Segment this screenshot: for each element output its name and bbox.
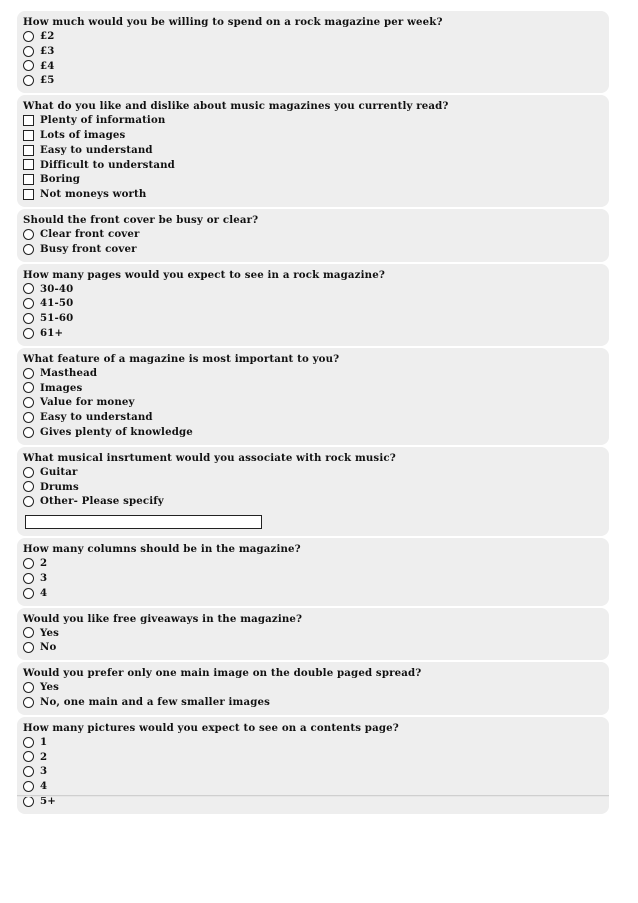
radio-option[interactable]: [23, 425, 603, 440]
question-text: Would you like free giveaways in the magazine?: [23, 612, 303, 625]
question-text: Should the front cover be busy or clear?: [23, 213, 259, 226]
option-label: Not moneys worth: [40, 188, 147, 201]
radio-option[interactable]: [23, 465, 603, 480]
option-label: 51-60: [40, 312, 74, 325]
option-label: £2: [40, 30, 55, 42]
radio-button[interactable]: [23, 382, 34, 393]
radio-button[interactable]: [23, 244, 34, 255]
option-label: Value for money: [40, 396, 135, 409]
question-text: How many pictures would you expect to see on a contents page?: [23, 721, 399, 734]
question-card: [17, 608, 609, 661]
radio-option[interactable]: [23, 750, 603, 765]
radio-button[interactable]: [23, 427, 34, 438]
checkbox[interactable]: [23, 174, 34, 185]
question-text: Would you prefer only one main image on the double paged spread?: [23, 667, 422, 680]
question-card: [17, 538, 609, 605]
option-label: Difficult to understand: [40, 158, 175, 171]
radio-button[interactable]: [23, 75, 34, 86]
radio-button[interactable]: [23, 31, 34, 42]
radio-option[interactable]: [23, 296, 603, 311]
checkbox[interactable]: [23, 145, 34, 156]
radio-option[interactable]: [23, 571, 603, 586]
option-label: 4: [40, 586, 48, 599]
radio-option[interactable]: [23, 326, 603, 341]
question-text: How many columns should be in the magazine?: [23, 543, 301, 556]
question-text: How many pages would you expect to see in a rock magazine?: [23, 268, 385, 281]
radio-option[interactable]: [23, 242, 603, 257]
question-card: [17, 662, 609, 715]
option-label: No: [40, 641, 57, 654]
option-label: Drums: [40, 480, 79, 493]
radio-button[interactable]: [23, 368, 34, 379]
question-card: [17, 95, 609, 207]
radio-option[interactable]: [23, 640, 603, 655]
radio-button[interactable]: [23, 573, 34, 584]
option-label: £3: [40, 44, 55, 57]
radio-option[interactable]: [23, 282, 603, 297]
question-card: [17, 264, 609, 346]
radio-button[interactable]: [23, 766, 34, 777]
radio-option[interactable]: [23, 626, 603, 641]
option-label: 2: [40, 750, 48, 763]
radio-button[interactable]: [23, 60, 34, 71]
option-label: Boring: [40, 173, 81, 186]
option-label: Yes: [40, 626, 60, 639]
option-label: 41-50: [40, 297, 74, 310]
question-text: How much would you be willing to spend on a rock magazine per week?: [23, 16, 443, 28]
radio-option[interactable]: [23, 695, 603, 710]
radio-button[interactable]: [23, 481, 34, 492]
option-label: Masthead: [40, 366, 98, 379]
radio-option[interactable]: [23, 410, 603, 425]
radio-button[interactable]: [23, 313, 34, 324]
radio-button[interactable]: [23, 496, 34, 507]
radio-button[interactable]: [23, 642, 34, 653]
option-label: Lots of images: [40, 128, 126, 141]
radio-option[interactable]: [23, 735, 603, 750]
radio-button[interactable]: [23, 412, 34, 423]
radio-option[interactable]: [23, 73, 603, 88]
question-card: [17, 717, 609, 814]
radio-button[interactable]: [23, 283, 34, 294]
checkbox[interactable]: [23, 130, 34, 141]
radio-button[interactable]: [23, 796, 34, 807]
checkbox-option[interactable]: [23, 172, 603, 187]
option-label: £4: [40, 59, 55, 72]
question-card: [17, 11, 609, 93]
checkbox[interactable]: [23, 189, 34, 200]
radio-option[interactable]: [23, 366, 603, 381]
radio-button[interactable]: [23, 737, 34, 748]
radio-option[interactable]: [23, 586, 603, 601]
radio-option[interactable]: [23, 227, 603, 242]
question-card: [17, 209, 609, 262]
radio-option[interactable]: [23, 311, 603, 326]
option-label: Images: [40, 381, 83, 394]
radio-option[interactable]: [23, 44, 603, 59]
checkbox[interactable]: [23, 159, 34, 170]
radio-option[interactable]: [23, 680, 603, 695]
radio-option[interactable]: [23, 381, 603, 396]
radio-button[interactable]: [23, 46, 34, 57]
question-card: [17, 348, 609, 445]
checkbox[interactable]: [23, 115, 34, 126]
radio-button[interactable]: [23, 467, 34, 478]
radio-button[interactable]: [23, 229, 34, 240]
radio-button[interactable]: [23, 397, 34, 408]
radio-option[interactable]: [23, 480, 603, 495]
option-label: Busy front cover: [40, 242, 137, 255]
radio-option[interactable]: [23, 494, 603, 509]
option-label: Yes: [40, 681, 60, 694]
radio-button[interactable]: [23, 627, 34, 638]
question-card: [17, 447, 609, 536]
radio-option[interactable]: [23, 29, 603, 44]
option-label: 2: [40, 557, 48, 570]
radio-option[interactable]: [23, 59, 603, 74]
checkbox-option[interactable]: [23, 113, 603, 128]
other-specify-input[interactable]: [25, 515, 262, 529]
option-label: 5+: [40, 794, 56, 807]
checkbox-option[interactable]: [23, 128, 603, 143]
option-label: 3: [40, 571, 48, 584]
option-label: Easy to understand: [40, 411, 153, 424]
radio-button[interactable]: [23, 328, 34, 339]
option-label: 30-40: [40, 282, 74, 295]
radio-option[interactable]: [23, 764, 603, 779]
option-label: Clear front cover: [40, 227, 140, 240]
radio-button[interactable]: [23, 781, 34, 792]
option-label: 61+: [40, 326, 64, 339]
radio-button[interactable]: [23, 558, 34, 569]
option-label: 1: [40, 735, 48, 748]
question-text: What feature of a magazine is most important to you?: [23, 352, 340, 365]
option-label: Easy to understand: [40, 143, 153, 156]
option-label: 3: [40, 765, 48, 778]
option-label: Plenty of information: [40, 114, 166, 127]
option-label: Other- Please specify: [40, 495, 164, 508]
radio-button[interactable]: [23, 697, 34, 708]
radio-option[interactable]: [23, 556, 603, 571]
page-divider: [17, 795, 609, 797]
survey-form: [17, 11, 609, 816]
radio-button[interactable]: [23, 588, 34, 599]
option-label: Gives plenty of knowledge: [40, 425, 193, 438]
question-text: What musical insrtument would you associate with rock music?: [23, 451, 396, 464]
checkbox-option[interactable]: [23, 143, 603, 158]
checkbox-option[interactable]: [23, 187, 603, 202]
radio-option[interactable]: [23, 395, 603, 410]
checkbox-option[interactable]: [23, 158, 603, 173]
radio-button[interactable]: [23, 751, 34, 762]
option-label: 4: [40, 780, 48, 793]
question-text: What do you like and dislike about music magazines you currently read?: [23, 100, 449, 113]
option-label: Guitar: [40, 465, 78, 478]
option-label: No, one main and a few smaller images: [40, 695, 271, 708]
radio-option[interactable]: [23, 779, 603, 794]
option-label: £5: [40, 74, 55, 87]
radio-button[interactable]: [23, 682, 34, 693]
radio-button[interactable]: [23, 298, 34, 309]
